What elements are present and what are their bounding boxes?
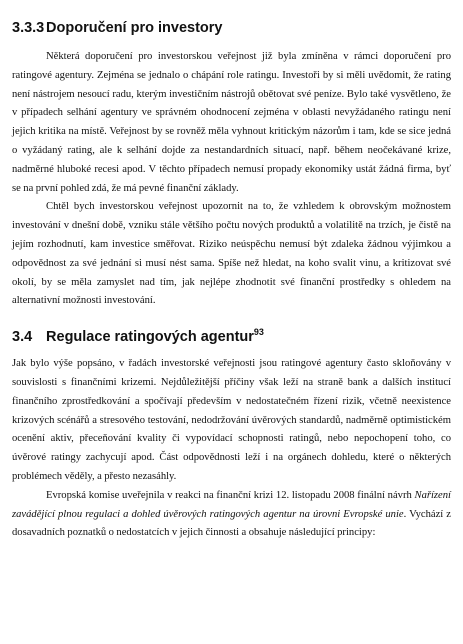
paragraph-text: Evropská komise uveřejnila v reakci na finanční krizi 12. listopadu 2008 finální návrh: [46, 489, 415, 501]
section-heading: [12, 20, 451, 36]
body-paragraph: Některá doporučení pro investorskou veřejnost již byla zmíněna v rámci doporučení pro ratingové agentury. Zejména se jednalo o chápání role ratingu. Investoři by si měli uvědomit, že rating není nástrojem nesoucí radu, kterým investičním nástrojů obětovat své peníze. Bylo také vysvětleno, že v případech selhání agentury ve správném ohodnocení zejména v oblasti nevyžádaného ratingu není jejich kritika na místě. Veřejnost by se rovněž měla vyhnout kritickým názorům i tam, kde se sice jedná o vyžádaný rating, ale k selhání dojde za nestandardních situací, např. během neočekávané krize, nadměrné hluboké recesi apod. V těchto případech nemusí propady ekonomiky ustát žádná firma, byť se na první pohled zdá, že má pevné finanční základy.: [12, 51, 451, 194]
regulation-title: Nařízení zavádějící plnou regulaci a dohled úvěrových ratingových agentur na úrovni Evropské unie: [12, 489, 451, 520]
body-paragraph: Jak bylo výše popsáno, v řadách investorské veřejnosti jsou ratingové agentury často skloňovány v souvislosti s finančními krizemi. Nejdůležitější příčiny však leží na straně bank a dalších institucí finančního zprostředkování a spočívají především v nedostatečném řízení rizik, včetně neexistence krizových scénářů a stresového testování, nedodržování úvěrových standardů, nadměrně optimistickém ocenění aktiv, přeceňování kvality či vypovídací schopnosti ratingů, nebo nepochopení toho, co úvěrové ratingy zachycují apod. Část odpovědnosti leží i na orgánech dohledu, které o některých problémech věděly, a přesto nezasáhly.: [12, 358, 451, 482]
footnote-reference: 93: [253, 327, 264, 338]
section-title: Doporučení pro investory: [46, 20, 223, 36]
section-heading: [12, 329, 451, 345]
paragraph-text: . Vychází z dosavadních poznatků o nedostatcích v jejich činnosti a obsahuje následující principy:: [12, 508, 451, 539]
body-paragraph: [12, 487, 451, 543]
section-title: Regulace ratingových agentur: [46, 329, 254, 346]
section-number: 3.3.3: [12, 20, 45, 36]
section-number: 3.4: [12, 329, 33, 346]
body-paragraph: Chtěl bych investorskou veřejnost upozornit na to, že vzhledem k obrovským možnostem investování v dnešní době, vzniku stále většího počtu nových produktů a volatilitě na trzích, je čistě na jejím rozhodnutí, kam investice směřovat. Riziko neúspěchu nemusí být zdaleka žádnou výjimkou a odpovědnost za své jednání si musí nést sama. Spíše než hledat, na koho svalit vinu, a kritizovat své okolí, by se měla zamyslet nad tím, jak nejlépe zhodnotit své finanční prostředky s ohledem na alternativní možnosti investování.: [12, 201, 451, 307]
